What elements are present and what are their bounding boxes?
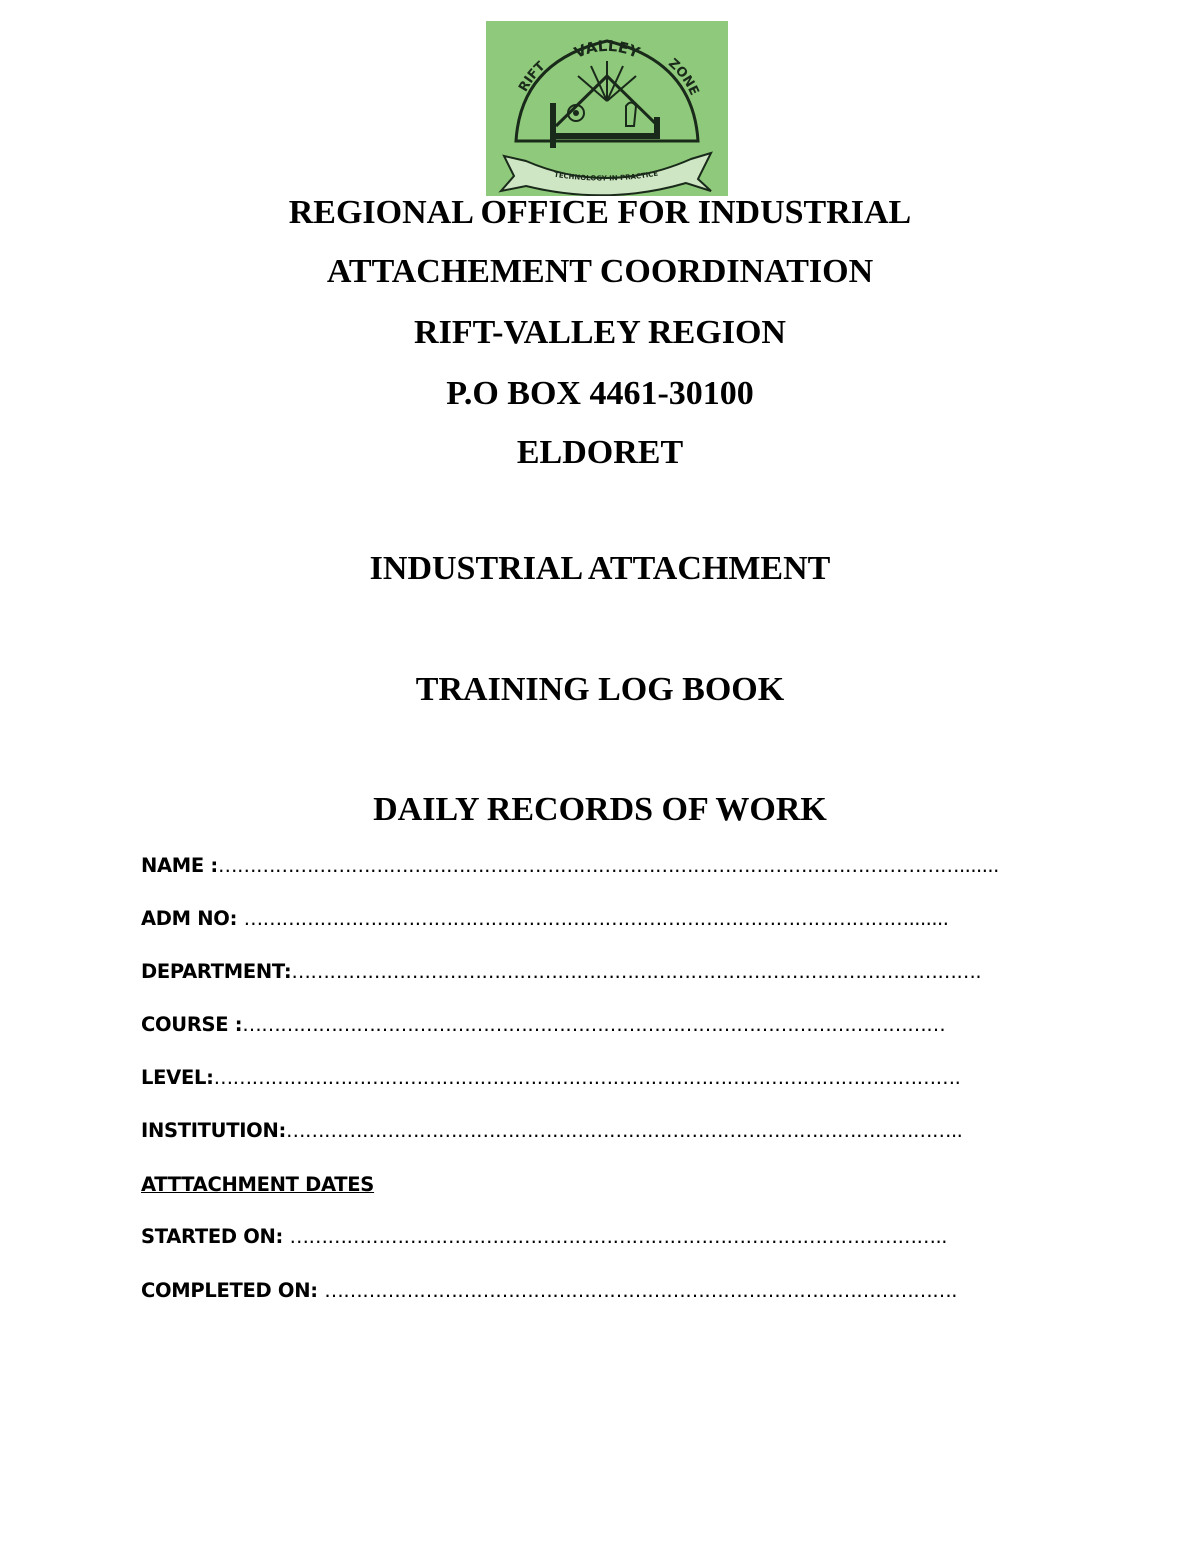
header-line-region: RIFT-VALLEY REGION	[414, 314, 786, 351]
started-on-field[interactable]	[141, 1224, 947, 1250]
title-training-log-book: TRAINING LOG BOOK	[415, 671, 785, 708]
course-blank[interactable]: …………………………………………………………………………………………………	[242, 1013, 946, 1036]
logo-text-top: VALLEY	[571, 36, 643, 62]
institution-label: INSTITUTION:	[141, 1119, 286, 1142]
department-blank[interactable]: ……………………………………………………………………………………………….	[291, 960, 982, 983]
name-label: NAME :	[141, 854, 218, 877]
adm-no-label: ADM NO:	[141, 907, 244, 930]
attachment-dates-heading: ATTTACHMENT DATES	[141, 1173, 375, 1196]
rift-valley-zone-logo	[486, 21, 728, 196]
title-daily-records: DAILY RECORDS OF WORK	[373, 791, 827, 828]
name-field[interactable]	[141, 853, 999, 879]
started-on-blank[interactable]: …………………………………………………………………………………………..	[289, 1225, 947, 1248]
course-label: COURSE :	[141, 1013, 243, 1036]
completed-on-label: COMPLETED ON:	[141, 1279, 325, 1302]
completed-on-blank[interactable]: ……………………………………………………………………………………….	[324, 1279, 957, 1302]
level-field[interactable]	[141, 1065, 960, 1091]
logo-banner-text: TECHNOLOGY IN PRACTICE	[553, 169, 659, 183]
header-line-po-box: P.O BOX 4461-30100	[446, 375, 754, 412]
course-field[interactable]	[141, 1012, 945, 1038]
level-label: LEVEL:	[141, 1066, 214, 1089]
adm-no-blank[interactable]: …………………………………………………………………………………………….......	[243, 907, 949, 930]
completed-on-field[interactable]	[141, 1278, 957, 1304]
title-industrial-attachment: INDUSTRIAL ATTACHMENT	[369, 550, 831, 587]
started-on-label: STARTED ON:	[141, 1225, 290, 1248]
header-line-office: REGIONAL OFFICE FOR INDUSTRIAL	[288, 194, 912, 231]
level-blank[interactable]: ……………………………………………………………………………………………………….	[213, 1066, 961, 1089]
department-label: DEPARTMENT:	[141, 960, 292, 983]
institution-blank[interactable]: ……………………………………………………………………………………………..	[285, 1119, 963, 1142]
name-blank[interactable]: ……………………………………………………………………………………………………….......	[217, 854, 999, 877]
adm-no-field[interactable]	[141, 906, 948, 932]
logo-text-right: ZONE	[665, 56, 702, 98]
institution-field[interactable]	[141, 1118, 962, 1144]
header-line-town: ELDORET	[516, 434, 684, 471]
header-line-coordination: ATTACHEMENT COORDINATION	[326, 253, 874, 290]
logo-text-left: RIFT	[516, 59, 549, 95]
department-field[interactable]	[141, 959, 981, 985]
